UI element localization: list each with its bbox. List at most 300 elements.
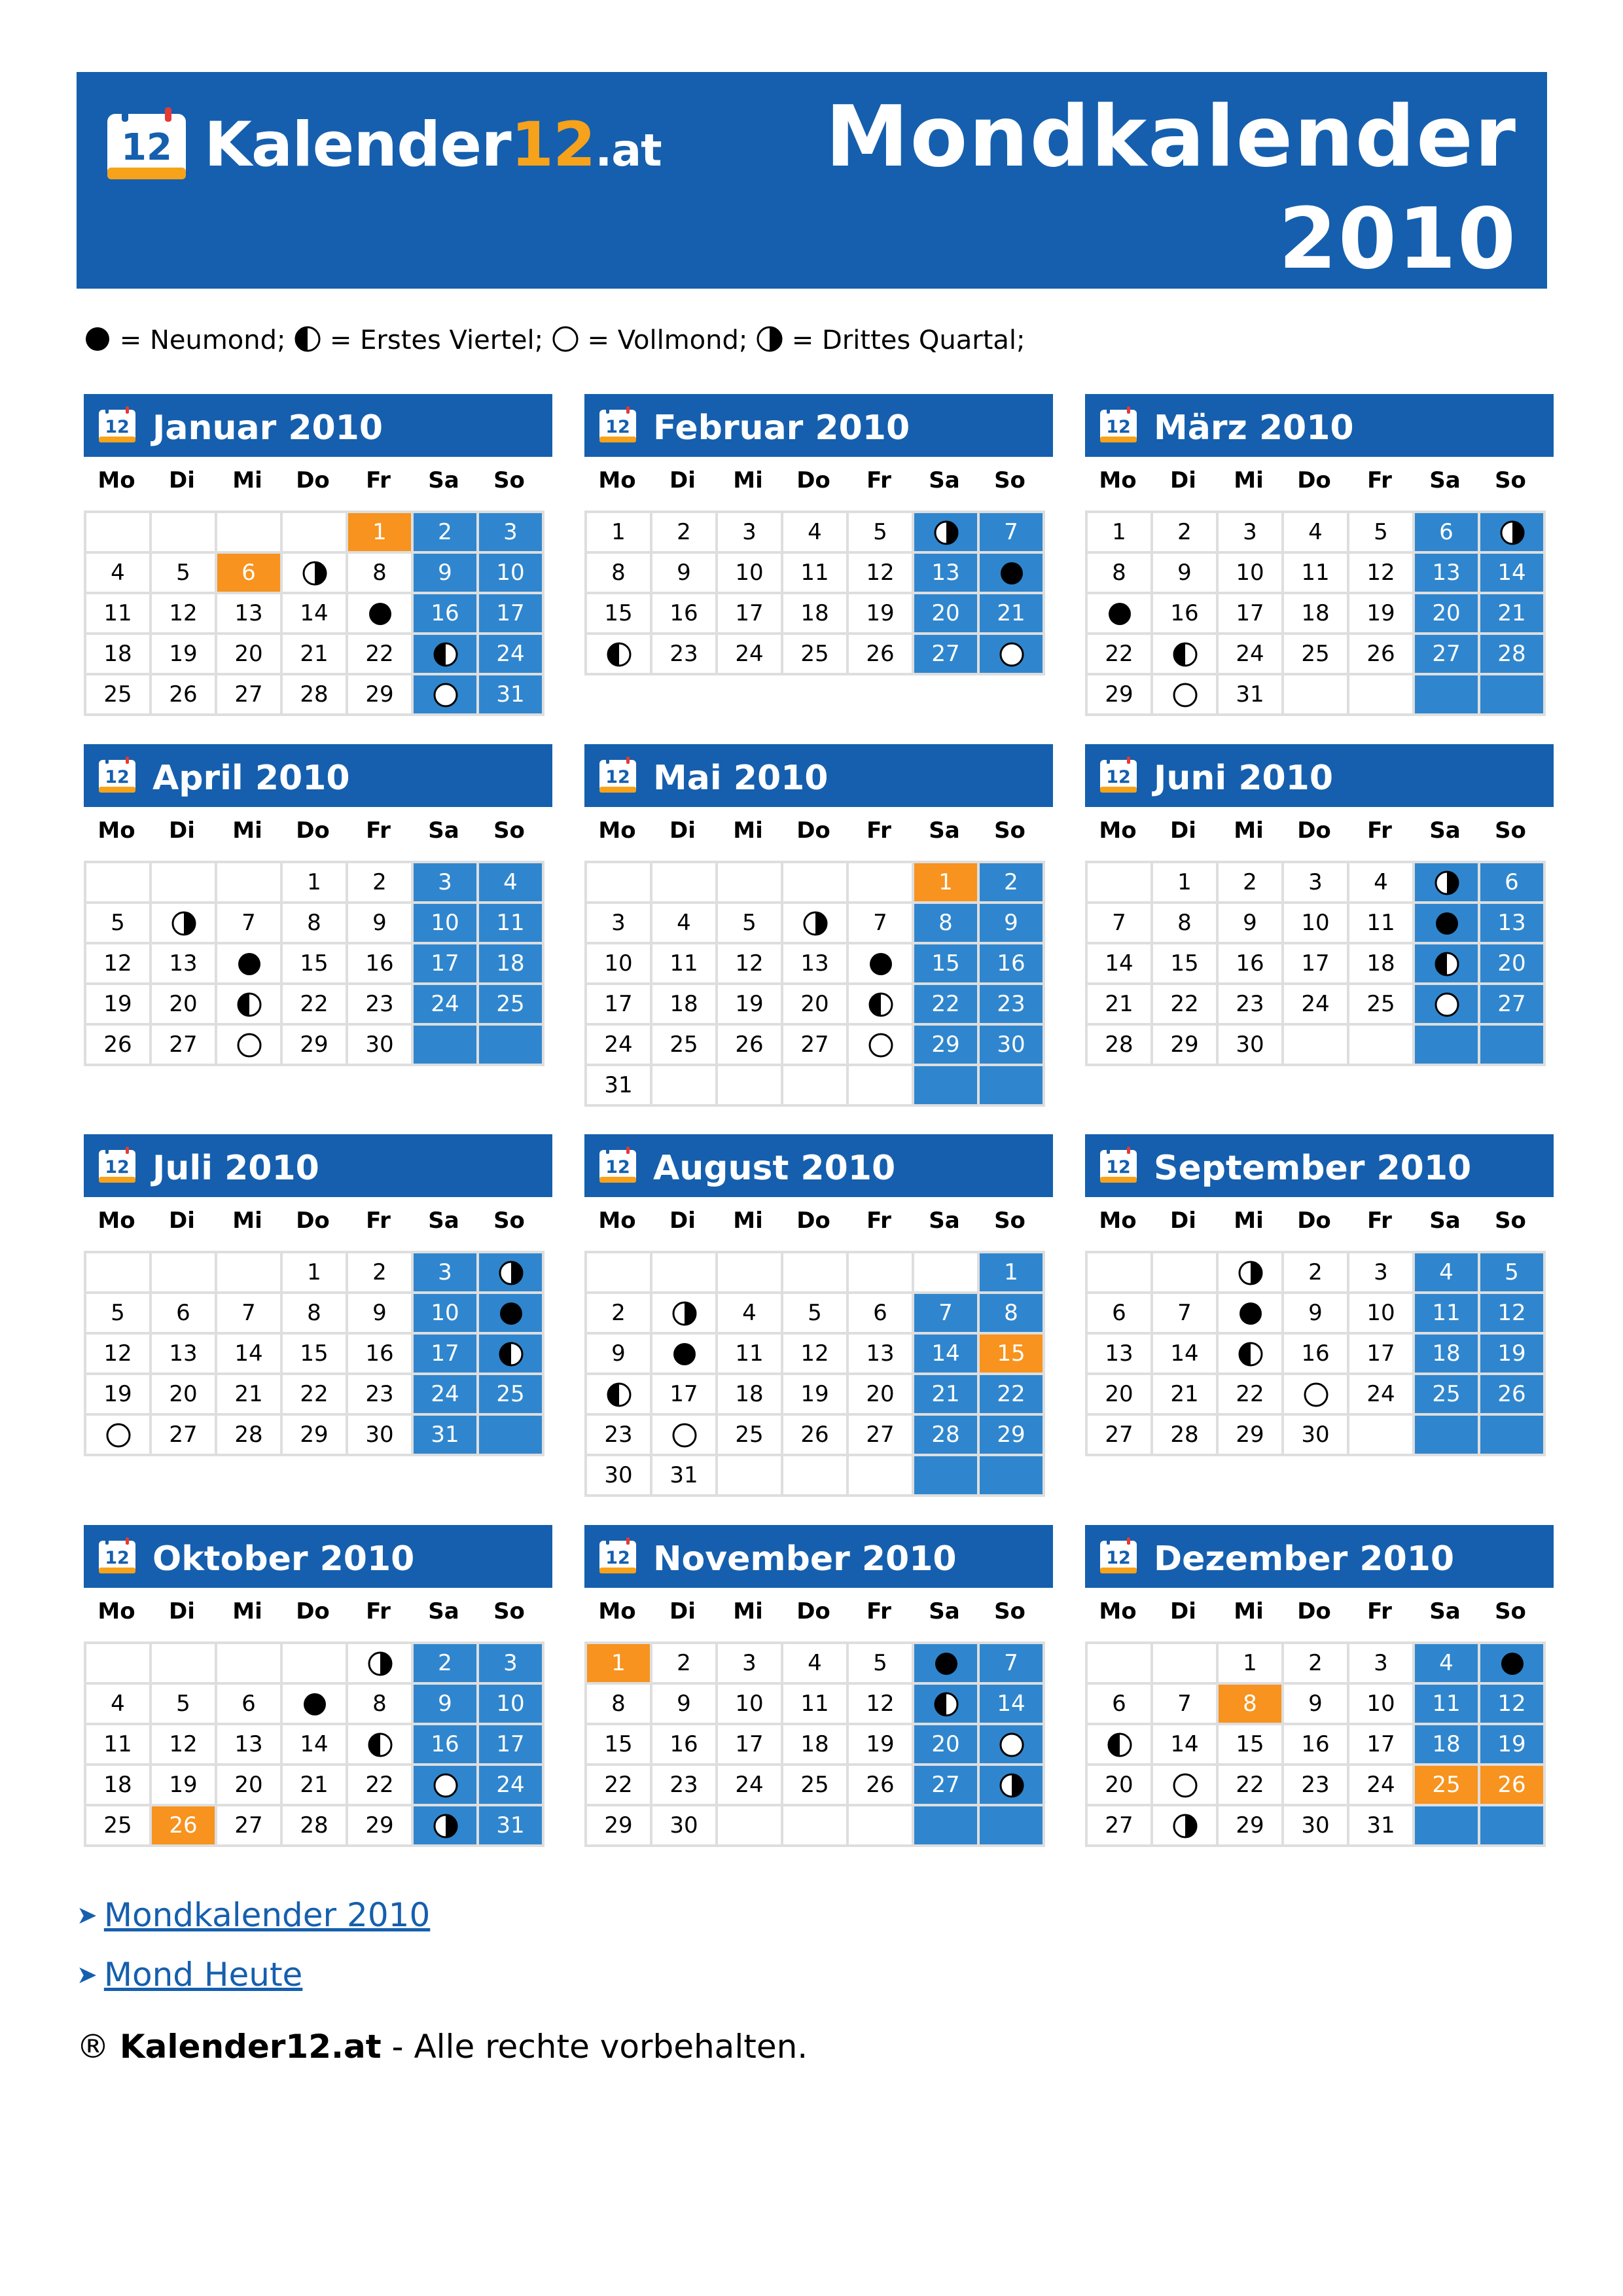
day-cell: 3 <box>1219 513 1284 554</box>
day-cell: 31 <box>479 675 544 716</box>
month-title: Mai 2010 <box>653 759 829 798</box>
day-cell: 12 <box>86 1335 152 1375</box>
day-cell: 24 <box>479 1766 544 1806</box>
calendar-icon <box>599 1537 637 1574</box>
day-cell: 10 <box>479 554 544 594</box>
empty-cell <box>1480 675 1546 716</box>
day-cell: 11 <box>1284 554 1349 594</box>
empty-cell <box>849 863 914 904</box>
day-cell: 1 <box>587 513 652 554</box>
weekday-label: Di <box>1170 1598 1196 1624</box>
month-calendar <box>1085 744 1554 1066</box>
month-header <box>1085 1134 1554 1197</box>
day-cell: 17 <box>652 1375 718 1416</box>
day-cell-full-moon <box>86 1416 152 1456</box>
day-cell: 22 <box>348 635 414 675</box>
day-cell: 7 <box>1088 904 1153 944</box>
day-cell: 29 <box>1088 675 1153 716</box>
day-cell: 2 <box>980 863 1045 904</box>
day-cell: 4 <box>1415 1644 1480 1685</box>
day-cell: 10 <box>414 904 479 944</box>
day-cell-first-quarter-moon <box>479 1335 544 1375</box>
day-cell: 9 <box>1219 904 1284 944</box>
empty-cell <box>914 1253 980 1294</box>
brand-tld: .at <box>595 125 662 177</box>
weekday-label: Fr <box>1367 1208 1392 1234</box>
day-cell: 30 <box>348 1416 414 1456</box>
day-cell: 14 <box>1153 1725 1219 1766</box>
weekday-header <box>1085 1588 1554 1635</box>
day-cell: 21 <box>283 635 348 675</box>
day-cell: 24 <box>587 1026 652 1066</box>
day-cell: 24 <box>1284 985 1349 1026</box>
day-cell: 25 <box>86 1806 152 1847</box>
weekday-label: Do <box>296 1598 330 1624</box>
calendar-icon <box>1099 1147 1137 1183</box>
day-cell: 22 <box>1219 1375 1284 1416</box>
month-calendar <box>584 1134 1053 1497</box>
day-cell-full-moon <box>1284 1375 1349 1416</box>
day-cell: 8 <box>1153 904 1219 944</box>
empty-cell <box>849 1806 914 1847</box>
day-cell: 9 <box>414 554 479 594</box>
calendar-icon-number: 12 <box>105 767 130 787</box>
last-quarter-moon-icon <box>433 1813 459 1839</box>
day-cell: 6 <box>217 554 283 594</box>
day-cell: 8 <box>348 1685 414 1725</box>
calendar-icon-number: 12 <box>1106 417 1131 437</box>
last-quarter-moon-icon <box>302 560 328 586</box>
day-cell: 28 <box>217 1416 283 1456</box>
day-cell-last-quarter-moon <box>152 904 217 944</box>
weekday-label: Do <box>796 1598 830 1624</box>
weekday-label: Do <box>1297 817 1331 844</box>
day-cell: 30 <box>980 1026 1045 1066</box>
day-cell: 5 <box>152 1685 217 1725</box>
day-cell-full-moon <box>414 675 479 716</box>
day-cell: 12 <box>86 944 152 985</box>
day-cell: 19 <box>1480 1725 1546 1766</box>
day-cell: 29 <box>348 675 414 716</box>
empty-cell <box>479 1026 544 1066</box>
day-cell: 16 <box>652 594 718 635</box>
new-moon-icon <box>999 560 1025 586</box>
day-cell: 9 <box>1284 1294 1349 1335</box>
weekday-label: Mo <box>598 817 636 844</box>
day-cell: 8 <box>283 904 348 944</box>
last-quarter-moon-icon <box>671 1300 698 1327</box>
day-cell-last-quarter-moon <box>1153 1806 1219 1847</box>
day-cell: 16 <box>1153 594 1219 635</box>
day-cell: 12 <box>1480 1685 1546 1725</box>
day-cell: 18 <box>718 1375 783 1416</box>
day-cell: 18 <box>652 985 718 1026</box>
day-cell: 17 <box>718 594 783 635</box>
day-cell: 20 <box>217 635 283 675</box>
day-cell: 27 <box>914 635 980 675</box>
day-cell: 24 <box>1219 635 1284 675</box>
weekday-label: Mi <box>232 467 262 493</box>
link-mond-heute[interactable]: Mond Heute <box>103 1956 303 1994</box>
month-header <box>84 744 552 807</box>
day-cell: 22 <box>914 985 980 1026</box>
day-cell: 27 <box>1088 1806 1153 1847</box>
day-cell: 15 <box>980 1335 1045 1375</box>
day-cell: 21 <box>980 594 1045 635</box>
day-cell: 29 <box>1153 1026 1219 1066</box>
empty-cell <box>914 1806 980 1847</box>
empty-cell <box>587 863 652 904</box>
day-cell: 1 <box>1153 863 1219 904</box>
weekday-label: Sa <box>1429 1208 1461 1234</box>
weekday-header <box>84 457 552 504</box>
calendar-icon <box>98 1537 136 1574</box>
weekday-label: Do <box>1297 1208 1331 1234</box>
day-cell: 2 <box>1153 513 1219 554</box>
empty-cell <box>718 1253 783 1294</box>
full-moon-icon <box>433 1772 459 1799</box>
weekday-label: Di <box>169 1208 195 1234</box>
day-cell-last-quarter-moon <box>1219 1253 1284 1294</box>
empty-cell <box>914 1456 980 1497</box>
day-cell: 10 <box>1284 904 1349 944</box>
day-cell: 15 <box>283 1335 348 1375</box>
day-cell: 12 <box>1480 1294 1546 1335</box>
day-cell: 27 <box>1415 635 1480 675</box>
day-cell: 4 <box>783 513 849 554</box>
day-cell: 26 <box>152 1806 217 1847</box>
weekday-label: Sa <box>1429 817 1461 844</box>
weekday-label: Mo <box>98 467 135 493</box>
day-cell: 11 <box>718 1335 783 1375</box>
link-row-mondkalender <box>77 1894 430 1936</box>
day-cell: 28 <box>914 1416 980 1456</box>
day-cell: 27 <box>1088 1416 1153 1456</box>
day-cell-last-quarter-moon <box>348 1644 414 1685</box>
day-cell-first-quarter-moon <box>1153 635 1219 675</box>
day-cell: 1 <box>283 1253 348 1294</box>
new-moon-icon <box>84 325 111 363</box>
empty-cell <box>283 513 348 554</box>
day-cell: 23 <box>980 985 1045 1026</box>
day-cell: 6 <box>849 1294 914 1335</box>
empty-cell <box>980 1066 1045 1107</box>
first-quarter-moon-icon <box>868 992 894 1018</box>
day-cell: 12 <box>849 1685 914 1725</box>
day-cell: 2 <box>1284 1644 1349 1685</box>
calendar-icon-number: 12 <box>1106 767 1131 787</box>
month-calendar <box>84 1134 552 1456</box>
day-cell: 15 <box>283 944 348 985</box>
month-calendar <box>584 1525 1053 1847</box>
empty-cell <box>652 1066 718 1107</box>
day-cell: 21 <box>217 1375 283 1416</box>
day-cell: 3 <box>414 1253 479 1294</box>
day-cell-full-moon <box>980 1725 1045 1766</box>
day-cell: 10 <box>414 1294 479 1335</box>
day-cell: 27 <box>217 675 283 716</box>
day-cell: 4 <box>783 1644 849 1685</box>
new-moon-icon <box>1499 1651 1525 1677</box>
day-grid <box>1085 861 1546 1066</box>
legend-label: = Drittes Quartal; <box>783 325 1026 355</box>
calendar-icon <box>599 406 637 443</box>
day-cell: 2 <box>587 1294 652 1335</box>
day-cell: 12 <box>1349 554 1415 594</box>
day-cell: 20 <box>1088 1375 1153 1416</box>
weekday-label: Mo <box>598 467 636 493</box>
day-cell-first-quarter-moon <box>587 635 652 675</box>
day-cell: 14 <box>1088 944 1153 985</box>
day-cell-first-quarter-moon <box>1415 944 1480 985</box>
weekday-label: Di <box>1170 817 1196 844</box>
day-cell: 19 <box>152 1766 217 1806</box>
day-cell: 19 <box>718 985 783 1026</box>
weekday-label: So <box>994 467 1026 493</box>
day-cell: 16 <box>414 594 479 635</box>
day-cell: 4 <box>718 1294 783 1335</box>
calendar-icon-number: 12 <box>605 417 630 437</box>
empty-cell <box>1088 863 1153 904</box>
day-cell: 20 <box>1088 1766 1153 1806</box>
weekday-label: Fr <box>1367 817 1392 844</box>
full-moon-icon <box>999 1732 1025 1758</box>
day-cell: 24 <box>414 1375 479 1416</box>
day-cell: 21 <box>914 1375 980 1416</box>
day-cell: 21 <box>1480 594 1546 635</box>
day-cell: 14 <box>1480 554 1546 594</box>
day-cell: 1 <box>1088 513 1153 554</box>
full-moon-icon <box>1172 682 1198 708</box>
empty-cell <box>1088 1644 1153 1685</box>
new-moon-icon <box>671 1341 698 1367</box>
empty-cell <box>1088 1253 1153 1294</box>
day-cell: 27 <box>217 1806 283 1847</box>
day-cell: 25 <box>479 1375 544 1416</box>
day-cell-full-moon <box>414 1766 479 1806</box>
weekday-label: Mo <box>1099 817 1137 844</box>
weekday-label: Fr <box>366 467 391 493</box>
month-header <box>584 744 1053 807</box>
full-moon-icon <box>105 1422 132 1448</box>
last-quarter-moon-icon <box>1238 1260 1264 1286</box>
weekday-label: Di <box>169 467 195 493</box>
day-cell: 10 <box>718 1685 783 1725</box>
full-moon-icon <box>999 641 1025 668</box>
moon-phase-legend <box>84 322 1026 363</box>
empty-cell <box>849 1066 914 1107</box>
weekday-label: Mi <box>232 1208 262 1234</box>
day-cell: 17 <box>414 1335 479 1375</box>
day-cell: 28 <box>283 675 348 716</box>
day-cell: 11 <box>783 1685 849 1725</box>
first-quarter-moon-icon <box>1107 1732 1133 1758</box>
day-cell-first-quarter-moon <box>348 1725 414 1766</box>
day-cell: 22 <box>1153 985 1219 1026</box>
weekday-label: Fr <box>1367 467 1392 493</box>
day-cell-last-quarter-moon <box>980 1766 1045 1806</box>
day-cell: 20 <box>849 1375 914 1416</box>
empty-cell <box>86 1644 152 1685</box>
month-title: November 2010 <box>653 1539 957 1579</box>
day-cell: 14 <box>980 1685 1045 1725</box>
day-cell: 7 <box>849 904 914 944</box>
day-cell-full-moon <box>1153 1766 1219 1806</box>
empty-cell <box>152 863 217 904</box>
weekday-label: So <box>493 1208 525 1234</box>
weekday-label: Mo <box>1099 467 1137 493</box>
first-quarter-moon-icon <box>367 1732 393 1758</box>
empty-cell <box>980 1456 1045 1497</box>
day-cell: 28 <box>1153 1416 1219 1456</box>
day-cell: 11 <box>86 594 152 635</box>
weekday-label: Sa <box>1429 1598 1461 1624</box>
day-cell: 13 <box>217 1725 283 1766</box>
empty-cell <box>783 1066 849 1107</box>
weekday-header <box>584 807 1053 854</box>
day-cell: 13 <box>1088 1335 1153 1375</box>
day-cell: 10 <box>479 1685 544 1725</box>
day-cell: 25 <box>1415 1766 1480 1806</box>
weekday-label: Sa <box>1429 467 1461 493</box>
weekday-label: Mo <box>98 1598 135 1624</box>
weekday-label: Do <box>796 467 830 493</box>
day-cell: 12 <box>718 944 783 985</box>
day-cell: 10 <box>587 944 652 985</box>
weekday-label: Do <box>796 817 830 844</box>
full-moon-icon <box>552 325 579 363</box>
day-cell: 28 <box>1480 635 1546 675</box>
day-cell: 3 <box>1349 1253 1415 1294</box>
day-cell: 18 <box>479 944 544 985</box>
day-cell: 18 <box>1415 1335 1480 1375</box>
day-cell: 9 <box>414 1685 479 1725</box>
day-cell: 4 <box>652 904 718 944</box>
day-cell: 26 <box>1480 1766 1546 1806</box>
day-cell: 5 <box>783 1294 849 1335</box>
day-cell: 17 <box>1219 594 1284 635</box>
day-cell: 26 <box>1349 635 1415 675</box>
day-cell: 15 <box>587 1725 652 1766</box>
empty-cell <box>849 1456 914 1497</box>
day-cell: 11 <box>1349 904 1415 944</box>
brand-logo-text[interactable] <box>204 106 662 190</box>
day-cell: 5 <box>86 904 152 944</box>
day-cell: 10 <box>1219 554 1284 594</box>
weekday-label: Do <box>296 467 330 493</box>
day-cell: 5 <box>849 1644 914 1685</box>
day-cell: 9 <box>1153 554 1219 594</box>
last-quarter-moon-icon <box>756 325 783 363</box>
calendar-logo-icon <box>106 107 187 181</box>
day-cell: 20 <box>1480 944 1546 985</box>
day-cell: 8 <box>587 554 652 594</box>
day-cell: 27 <box>1480 985 1546 1026</box>
day-cell: 3 <box>1349 1644 1415 1685</box>
brand-name: Kalender <box>204 109 511 181</box>
first-quarter-moon-icon <box>236 992 262 1018</box>
day-cell: 26 <box>849 635 914 675</box>
first-quarter-moon-icon <box>294 325 321 363</box>
empty-cell <box>86 513 152 554</box>
day-cell: 29 <box>348 1806 414 1847</box>
weekday-label: So <box>994 1208 1026 1234</box>
day-cell: 20 <box>152 985 217 1026</box>
day-cell: 1 <box>914 863 980 904</box>
day-cell: 12 <box>783 1335 849 1375</box>
link-row-mond-heute <box>77 1954 302 1996</box>
weekday-label: So <box>493 1598 525 1624</box>
weekday-label: Sa <box>428 1208 459 1234</box>
last-quarter-moon-icon <box>171 910 197 937</box>
last-quarter-moon-icon <box>802 910 829 937</box>
link-mondkalender[interactable]: Mondkalender 2010 <box>103 1896 431 1934</box>
page-title-line1: Mondkalender <box>825 88 1517 186</box>
day-cell: 5 <box>152 554 217 594</box>
day-cell: 13 <box>783 944 849 985</box>
day-cell: 11 <box>783 554 849 594</box>
calendar-icon <box>1099 1537 1137 1574</box>
weekday-label: Di <box>169 1598 195 1624</box>
day-cell-new-moon <box>914 1644 980 1685</box>
day-cell-new-moon <box>1480 1644 1546 1685</box>
day-cell: 29 <box>283 1026 348 1066</box>
day-cell-first-quarter-moon <box>1088 1725 1153 1766</box>
day-cell: 8 <box>914 904 980 944</box>
weekday-label: Fr <box>366 817 391 844</box>
day-cell: 13 <box>914 554 980 594</box>
day-cell: 14 <box>283 1725 348 1766</box>
day-cell-new-moon <box>849 944 914 985</box>
day-cell: 27 <box>152 1026 217 1066</box>
month-calendar <box>1085 1134 1554 1456</box>
weekday-label: Mi <box>1234 817 1264 844</box>
day-cell: 20 <box>152 1375 217 1416</box>
day-cell: 8 <box>348 554 414 594</box>
empty-cell <box>86 1253 152 1294</box>
weekday-label: Mo <box>98 817 135 844</box>
calendar-icon <box>599 757 637 793</box>
day-grid <box>584 1641 1045 1847</box>
day-cell: 30 <box>348 1026 414 1066</box>
day-cell: 31 <box>1219 675 1284 716</box>
new-moon-icon <box>302 1691 328 1717</box>
day-cell: 3 <box>1284 863 1349 904</box>
day-cell: 19 <box>86 1375 152 1416</box>
month-calendar <box>84 1525 552 1847</box>
logo-icon-number: 12 <box>121 126 172 169</box>
day-grid <box>1085 1251 1546 1456</box>
day-cell: 22 <box>283 1375 348 1416</box>
first-quarter-moon-icon <box>498 1341 524 1367</box>
weekday-label: Mi <box>733 467 763 493</box>
weekday-label: Fr <box>866 817 891 844</box>
day-cell: 31 <box>652 1456 718 1497</box>
calendar-icon-number: 12 <box>1106 1157 1131 1177</box>
day-cell: 10 <box>1349 1294 1415 1335</box>
empty-cell <box>849 1253 914 1294</box>
day-cell-full-moon <box>652 1416 718 1456</box>
weekday-label: Sa <box>428 817 459 844</box>
day-cell-full-moon <box>849 1026 914 1066</box>
day-cell: 12 <box>152 1725 217 1766</box>
day-cell-first-quarter-moon <box>587 1375 652 1416</box>
day-cell: 5 <box>1349 513 1415 554</box>
day-cell: 12 <box>849 554 914 594</box>
month-title: Dezember 2010 <box>1154 1539 1455 1579</box>
month-title: Oktober 2010 <box>152 1539 415 1579</box>
day-cell: 16 <box>414 1725 479 1766</box>
